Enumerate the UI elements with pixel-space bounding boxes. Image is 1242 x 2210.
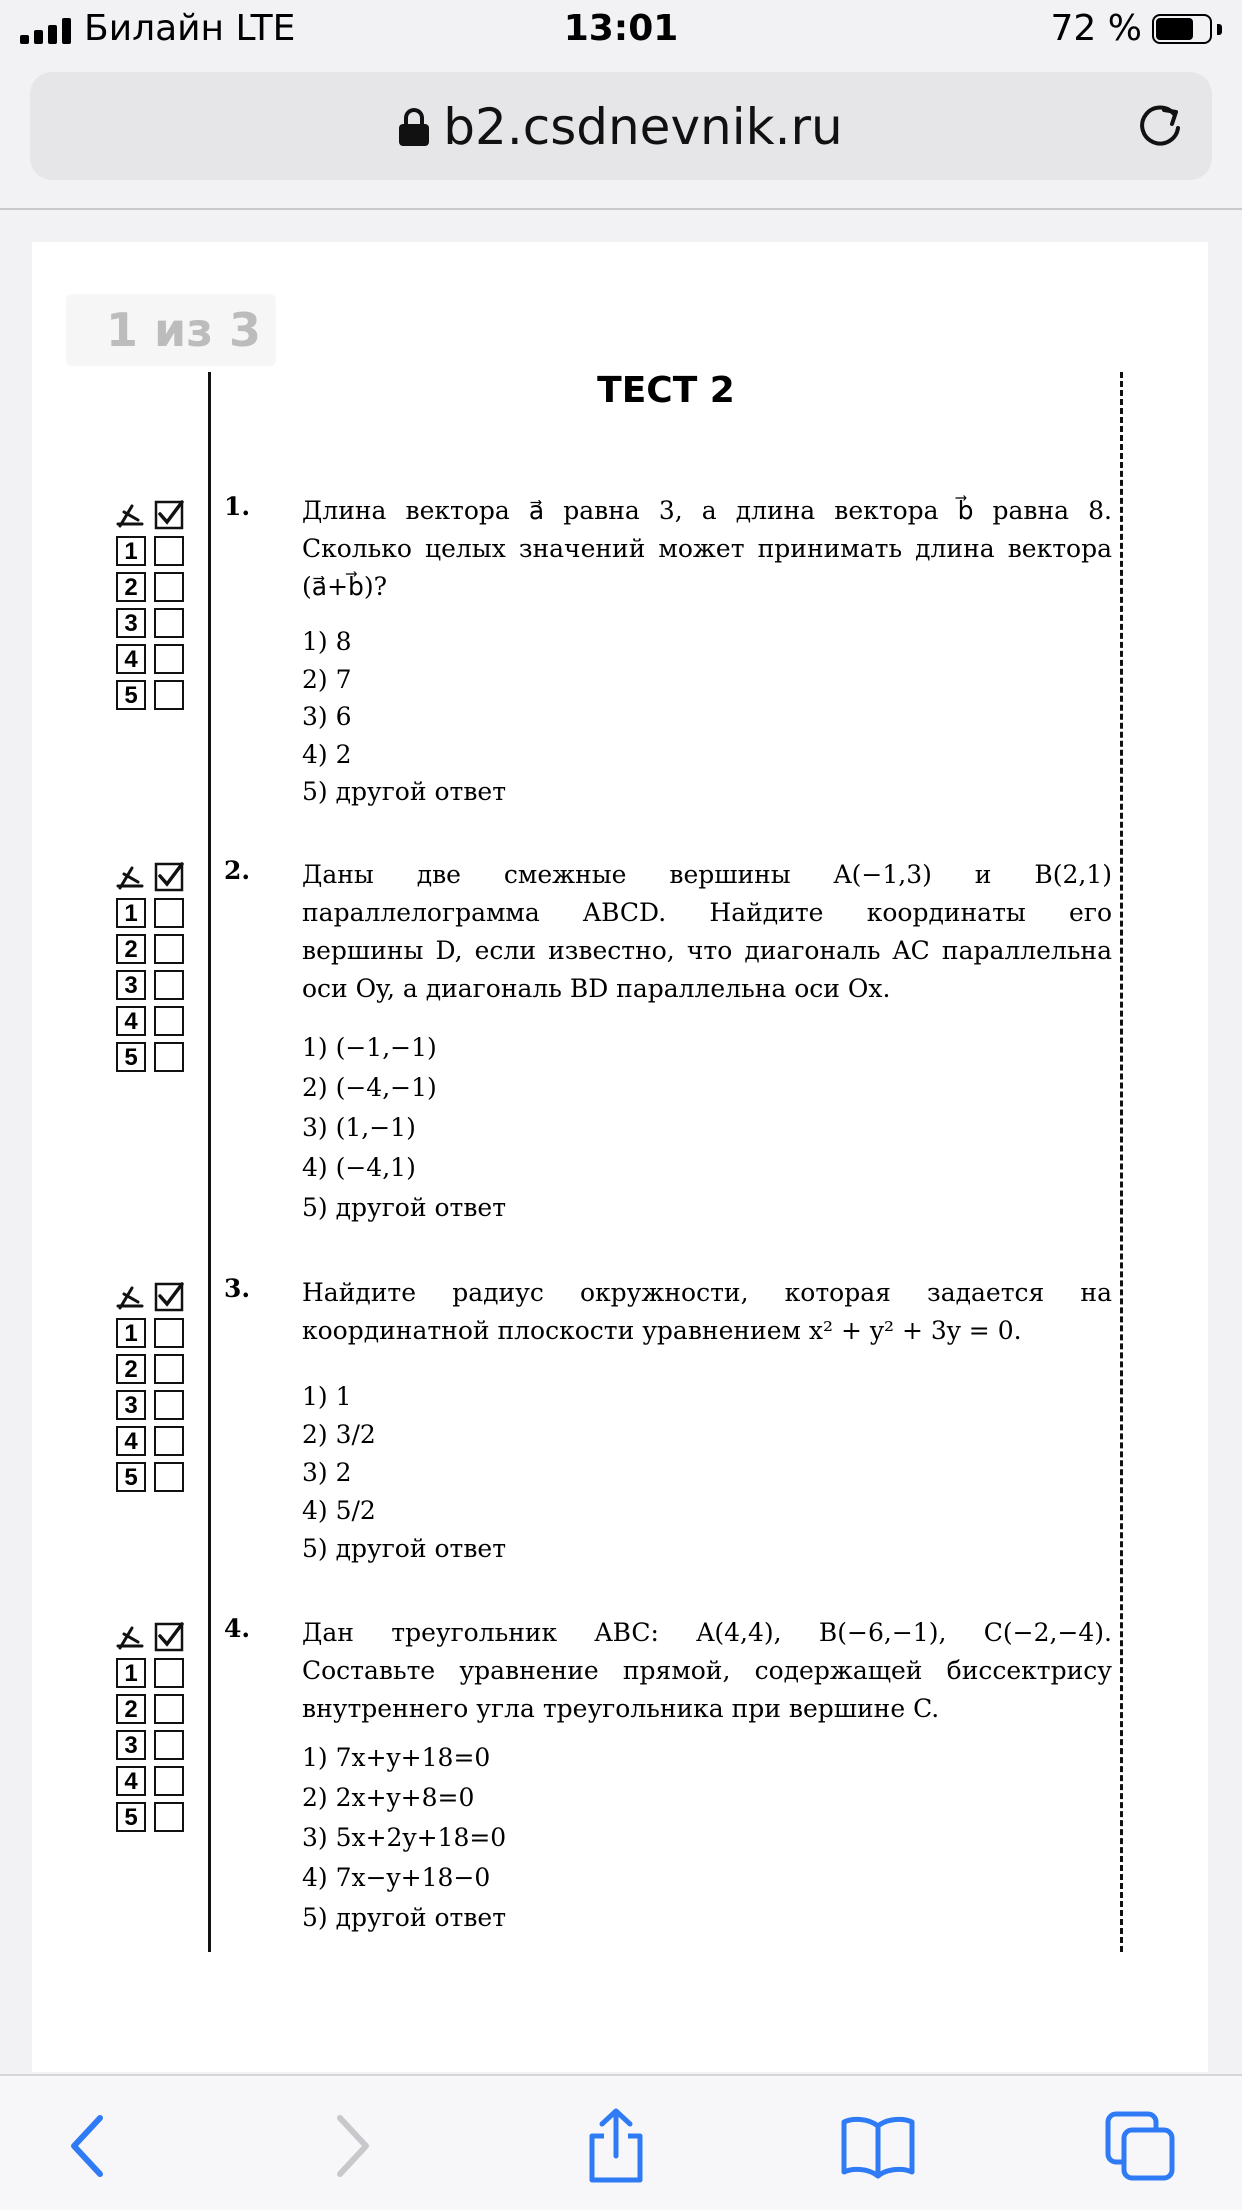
answer-number-box: 4 <box>116 644 146 674</box>
question-line: параллелограмма ABCD. Найдите координаты его <box>302 898 1112 927</box>
answer-checkbox[interactable] <box>154 1354 184 1384</box>
answer-row <box>116 934 186 966</box>
answer-checkbox[interactable] <box>154 1006 184 1036</box>
question-number: 2. <box>224 856 251 885</box>
page-title: ТЕСТ 2 <box>597 370 735 411</box>
answer-option: 5) другой ответ <box>302 1534 507 1563</box>
answer-number-box: 2 <box>116 572 146 602</box>
margin-rule <box>208 372 211 1952</box>
answer-row <box>116 644 186 676</box>
tabs-icon[interactable] <box>1100 2106 1180 2186</box>
answer-number-box: 5 <box>116 1802 146 1832</box>
pen-check-icon <box>116 862 186 892</box>
reload-icon[interactable] <box>1134 100 1186 152</box>
answer-row <box>116 1426 186 1458</box>
back-icon[interactable] <box>50 2106 130 2186</box>
question-line: вершины D, если известно, что диагональ AC параллельна <box>302 936 1112 965</box>
question-number: 3. <box>224 1274 251 1303</box>
answer-option: 1) 8 <box>302 627 352 656</box>
answer-checkbox[interactable] <box>154 1318 184 1348</box>
question-number: 1. <box>224 492 251 521</box>
answer-checkbox[interactable] <box>154 1042 184 1072</box>
document-page[interactable] <box>32 242 1208 2072</box>
answer-number-box: 3 <box>116 1730 146 1760</box>
pen-check-icon <box>116 1622 186 1652</box>
address-bar[interactable] <box>30 72 1212 180</box>
question-text <box>302 1274 1112 1350</box>
answer-row <box>116 1462 186 1494</box>
answer-number-box: 1 <box>116 536 146 566</box>
divider <box>0 208 1242 210</box>
question-line: Найдите радиус окружности, которая задается на <box>302 1278 1112 1307</box>
answer-option: 2) 3/2 <box>302 1420 376 1449</box>
answer-checkbox[interactable] <box>154 1802 184 1832</box>
answer-checkbox[interactable] <box>154 934 184 964</box>
answer-option: 5) другой ответ <box>302 1903 507 1932</box>
answer-checkbox[interactable] <box>154 1766 184 1796</box>
answer-option: 2) 2x+y+8=0 <box>302 1783 475 1812</box>
answer-number-box: 3 <box>116 970 146 1000</box>
answer-option: 5) другой ответ <box>302 1193 507 1222</box>
answer-row <box>116 1354 186 1386</box>
forward-icon[interactable] <box>310 2106 390 2186</box>
answer-checkbox[interactable] <box>154 536 184 566</box>
answer-option: 1) 1 <box>302 1382 352 1411</box>
answer-option: 3) 2 <box>302 1458 352 1487</box>
answer-number-box: 2 <box>116 1354 146 1384</box>
answer-number-box: 1 <box>116 898 146 928</box>
answer-option: 3) 6 <box>302 702 352 731</box>
clock: 13:01 <box>563 8 679 49</box>
carrier-label: Билайн LTE <box>84 8 296 49</box>
answer-number-box: 1 <box>116 1318 146 1348</box>
page-indicator: 1 из 3 <box>66 294 276 366</box>
question-line: координатной плоскости уравнением x² + y² + 3y = 0. <box>302 1316 1022 1345</box>
cut-line <box>1120 372 1123 1952</box>
battery-percent: 72 % <box>1050 8 1142 49</box>
question-line: (a⃗+b⃗)? <box>302 572 388 601</box>
answer-option: 4) 7x−y+18−0 <box>302 1863 491 1892</box>
pen-check-icon <box>116 1282 186 1312</box>
url-text: b2.csdnevnik.ru <box>443 98 843 156</box>
answer-number-box: 5 <box>116 680 146 710</box>
question-line: Длина вектора a⃗ равна 3, а длина вектора b⃗ равна 8. <box>302 496 1112 525</box>
answer-option: 2) (−4,−1) <box>302 1073 437 1102</box>
answer-checkbox[interactable] <box>154 572 184 602</box>
answer-checkbox[interactable] <box>154 680 184 710</box>
answer-number-box: 1 <box>116 1658 146 1688</box>
question-number: 4. <box>224 1614 251 1643</box>
answer-checkbox[interactable] <box>154 1462 184 1492</box>
answer-row <box>116 1006 186 1038</box>
answer-row <box>116 1318 186 1350</box>
answer-checkbox[interactable] <box>154 1730 184 1760</box>
answer-checkbox[interactable] <box>154 970 184 1000</box>
answer-row <box>116 572 186 604</box>
answer-number-box: 5 <box>116 1462 146 1492</box>
pen-check-icon <box>116 500 186 530</box>
bookmarks-icon[interactable] <box>838 2106 918 2186</box>
share-icon[interactable] <box>576 2106 656 2186</box>
status-bar <box>0 0 1242 62</box>
answer-number-box: 4 <box>116 1426 146 1456</box>
question-text <box>302 1614 1112 1728</box>
answer-row <box>116 536 186 568</box>
question-line: внутреннего угла треугольника при вершине C. <box>302 1694 940 1723</box>
answer-number-box: 2 <box>116 934 146 964</box>
answer-option: 4) 5/2 <box>302 1496 376 1525</box>
answer-number-box: 3 <box>116 1390 146 1420</box>
battery-icon <box>1152 14 1222 46</box>
answer-row <box>116 1730 186 1762</box>
answer-option: 1) (−1,−1) <box>302 1033 437 1062</box>
question-line: оси Oy, а диагональ BD параллельна оси Ox. <box>302 974 891 1003</box>
answer-row <box>116 1390 186 1422</box>
answer-option: 4) (−4,1) <box>302 1153 416 1182</box>
answer-number-box: 3 <box>116 608 146 638</box>
answer-option: 3) 5x+2y+18=0 <box>302 1823 507 1852</box>
answer-row <box>116 1042 186 1074</box>
answer-row <box>116 1658 186 1690</box>
question-text <box>302 492 1112 606</box>
answer-option: 4) 2 <box>302 739 352 769</box>
answer-row <box>116 608 186 640</box>
url-display[interactable] <box>30 98 1212 156</box>
answer-checkbox[interactable] <box>154 1658 184 1688</box>
answer-checkbox[interactable] <box>154 608 184 638</box>
answer-row <box>116 970 186 1002</box>
answer-row <box>116 1802 186 1834</box>
answer-number-box: 5 <box>116 1042 146 1072</box>
answer-number-box: 4 <box>116 1006 146 1036</box>
answer-number-box: 4 <box>116 1766 146 1796</box>
answer-row <box>116 1694 186 1726</box>
lock-icon <box>399 108 429 146</box>
answer-checkbox[interactable] <box>154 644 184 674</box>
answer-option: 3) (1,−1) <box>302 1113 416 1142</box>
answer-option: 1) 7x+y+18=0 <box>302 1743 491 1772</box>
answer-checkbox[interactable] <box>154 898 184 928</box>
answer-row <box>116 1766 186 1798</box>
question-line: Сколько целых значений может принимать длина вектора <box>302 534 1112 563</box>
answer-checkbox[interactable] <box>154 1694 184 1724</box>
answer-number-box: 2 <box>116 1694 146 1724</box>
answer-row <box>116 680 186 712</box>
answer-option: 2) 7 <box>302 664 352 694</box>
answer-checkbox[interactable] <box>154 1426 184 1456</box>
answer-checkbox[interactable] <box>154 1390 184 1420</box>
question-text <box>302 856 1112 1008</box>
question-line: Даны две смежные вершины A(−1,3) и B(2,1) <box>302 860 1112 889</box>
browser-toolbar <box>0 2074 1242 2210</box>
answer-row <box>116 898 186 930</box>
question-line: Составьте уравнение прямой, содержащей биссектрису <box>302 1656 1112 1685</box>
answer-option: 5) другой ответ <box>302 777 507 806</box>
question-line: Дан треугольник ABC: A(4,4), B(−6,−1), C(−2,−4). <box>302 1618 1112 1647</box>
